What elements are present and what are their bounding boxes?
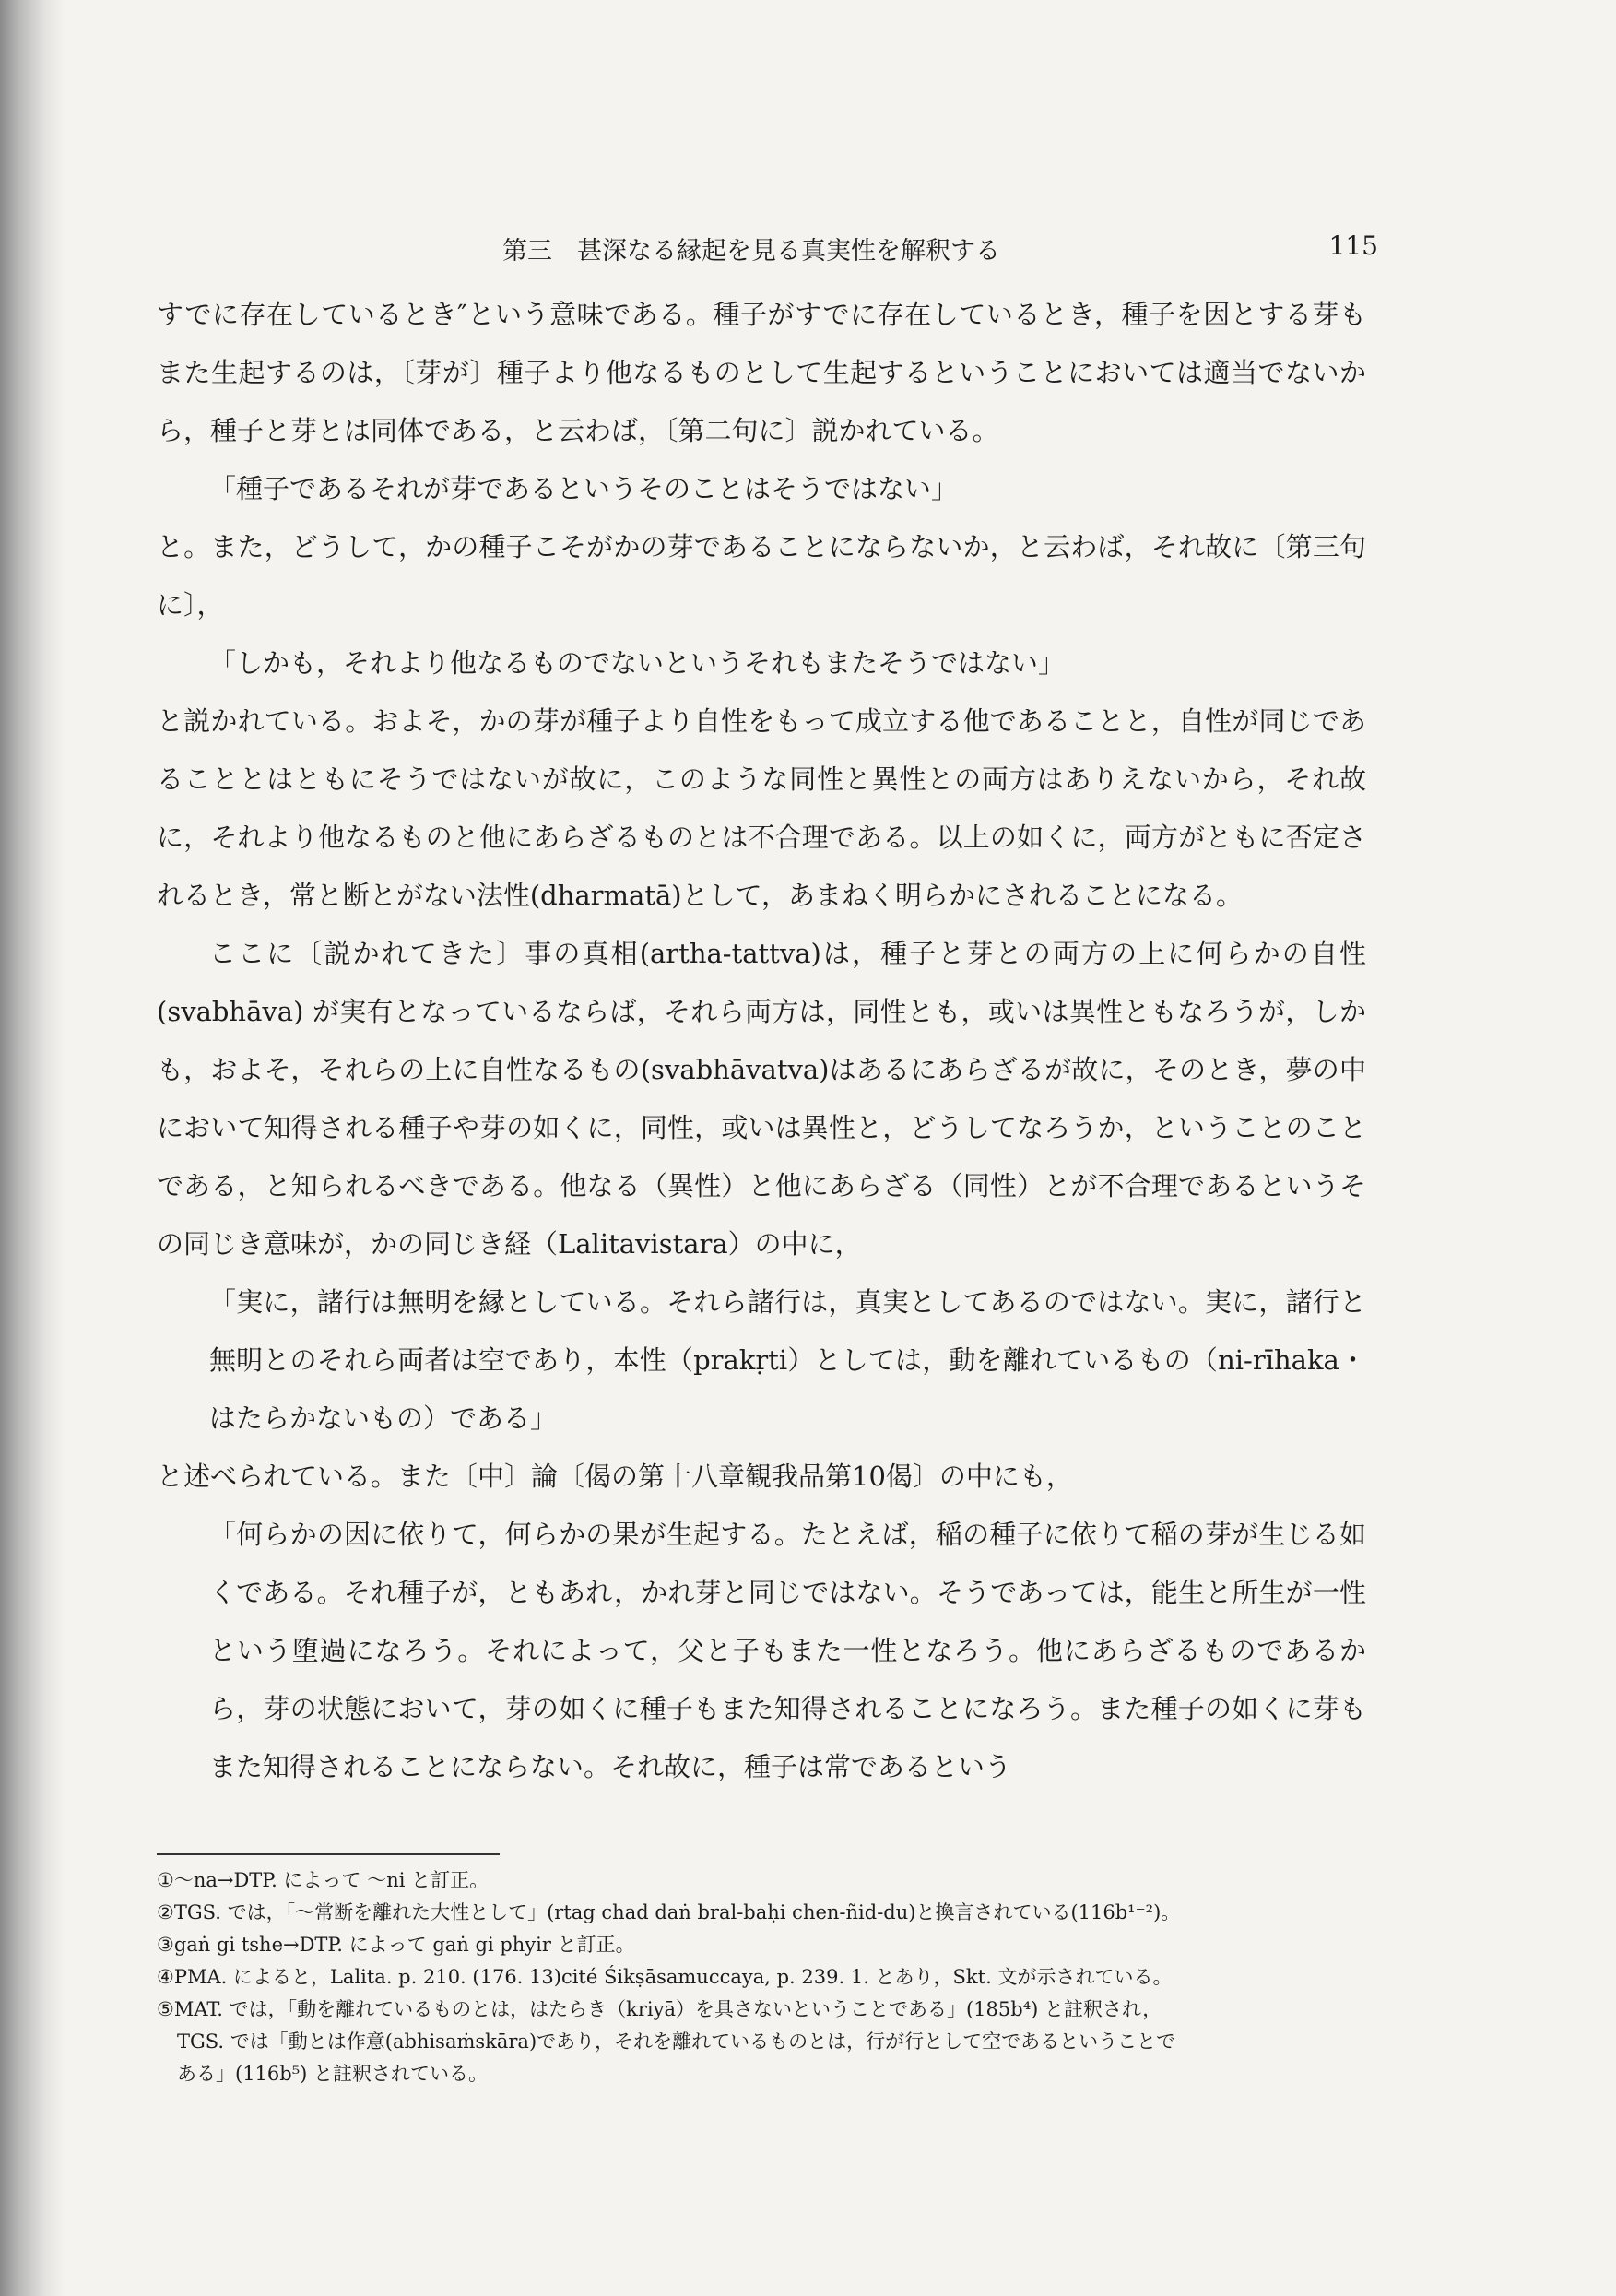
paragraph-3: と説かれている。およそ，かの芽が種子より自性をもって成立する他であることと，自性が同じであることとはともにそうではないが故に，このような同性と異性との両方はありえないから，それ故に，それより他なるものと他にあらざるものとは不合理である。以上の如くに，両方がともに否定されるとき，常と断とがない法性(dharmatā)として，あまねく明らかにされることになる。 [157,705,1366,911]
paragraph-2: と。また，どうして，かの種子こそがかの芽であることにならないか，と云わば，それ故に〔第三句に〕， [157,531,1366,621]
footnote-1: ①～na→DTP. によって ～ni と訂正。 [157,1869,490,1891]
page-header [502,231,1378,267]
paragraph-5: と述べられている。また〔中〕論〔偈の第十八章観我品第10偈〕の中にも， [157,1461,1073,1492]
quote-1: 「種子であるそれが芽であるというそのことはそうではない」 [209,473,959,504]
footnote-5-cont-1: TGS. では「動とは作意(abhisaṁskāra)であり，それを離れているものとは，行が行として空であるということで [177,2030,1176,2053]
quote-3: 「実に，諸行は無明を縁としている。それら諸行は，真実としてあるのではない。実に，諸行と無明とのそれら両者は空であり，本性（prakṛti）としては，動を離れているもの（ni-rīhaka・はたらかないもの）である」 [209,1286,1366,1434]
footnotes [157,1864,1374,2090]
main-text [157,286,1366,1796]
footnote-2: ②TGS. では，「～常断を離れた大性として」(rtag chad daṅ bral-baḥi chen-ñid-du)と換言されている(116b¹⁻²)。 [157,1901,1181,1923]
footnote-3: ③gaṅ gi tshe→DTP. によって gaṅ gi phyir と訂正。 [157,1934,635,1956]
footnote-5: ⑤MAT. では，「動を離れているものとは，はたらき（kriyā）を具さないということである」(185b⁴) と註釈され， [157,1998,1162,2020]
page-number: 115 [1328,231,1378,261]
footnote-5-cont-2: ある」(116b⁵) と註釈されている。 [177,2063,489,2085]
footnote-divider [157,1853,500,1855]
quote-2: 「しかも，それより他なるものでないというそれもまたそうではない」 [209,647,1066,679]
quote-4: 「何らかの因に依りて，何らかの果が生起する。たとえば，稲の種子に依りて稲の芽が生じる如くである。それ種子が，ともあれ，かれ芽と同じではない。そうであっては，能生と所生が一性という堕過になろう。それによって，父と子もまた一性となろう。他にあらざるものであるから，芽の状態において，芽の如くに種子もまた知得されることになろう。また種子の如くに芽もまた知得されることにならない。それ故に，種子は常であるという [209,1519,1367,1782]
scan-shadow [0,0,65,2296]
running-title: 第三 甚深なる縁起を見る真実性を解釈する [502,237,1000,266]
paragraph-1: すでに存在しているとき″という意味である。種子がすでに存在しているとき，種子を因とする芽もまた生起するのは，〔芽が〕種子より他なるものとして生起するということにおいては適当でないから，種子と芽とは同体である，と云わば，〔第二句に〕説かれている。 [157,299,1366,446]
footnote-4: ④PMA. によると，Lalita. p. 210. (176. 13)cité Śikṣāsamuccaya, p. 239. 1. とあり，Skt. 文が示されている。 [157,1966,1173,1988]
paragraph-4: ここに〔説かれてきた〕事の真相(artha-tattva)は，種子と芽との両方の上に何らかの自性(svabhāva) が実有となっているならば，それら両方は，同性とも，或いは異性ともなろうが，しかも，およそ，それらの上に自性なるもの(svabhāvatva)はあるにあらざるが故に，そのとき，夢の中において知得される種子や芽の如くに，同性，或いは異性と，どうしてなろうか，ということのことである，と知られるべきである。他なる（異性）と他にあらざる（同性）とが不合理であるというその同じき意味が，かの同じき経（Lalitavistara）の中に， [157,938,1366,1260]
